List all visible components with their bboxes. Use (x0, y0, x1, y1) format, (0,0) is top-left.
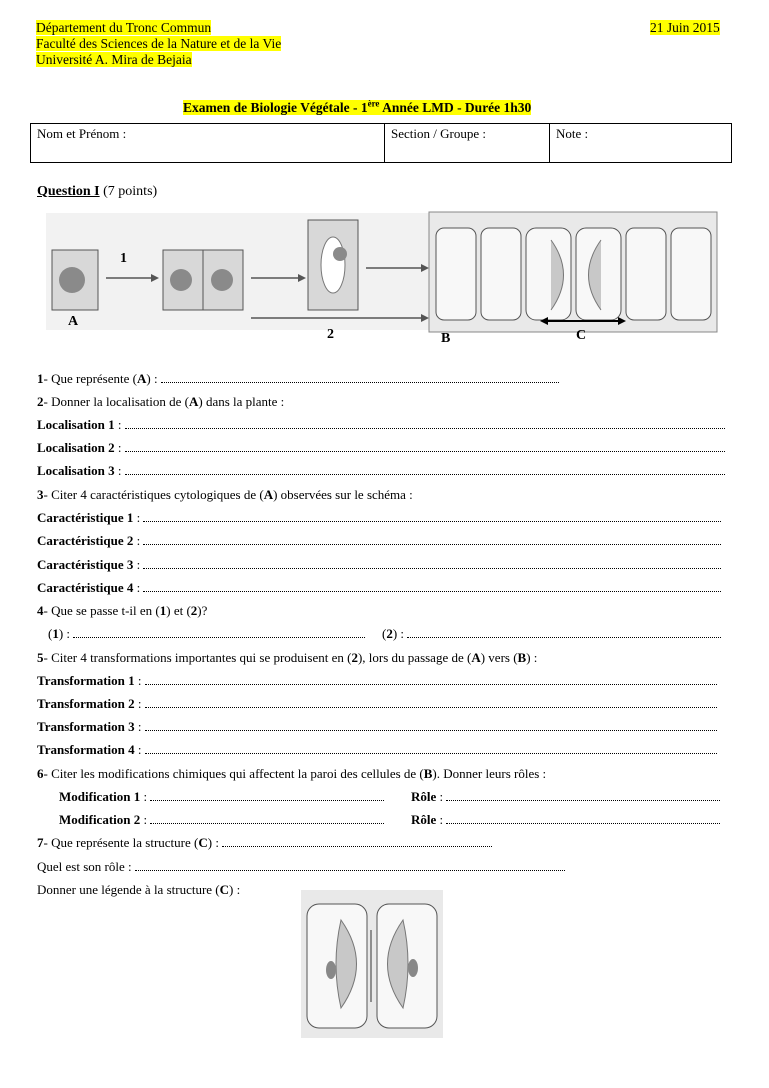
q1: 1 - Que représente ( A ) : (37, 371, 559, 387)
cell-figure (36, 210, 726, 350)
caracteristique-4[interactable]: Caractéristique 4 : (37, 580, 721, 596)
student-info-box (30, 123, 732, 163)
modification-1[interactable]: Modification 1 : (59, 789, 384, 805)
name-field[interactable]: Nom et Prénom : (31, 124, 385, 162)
note-field[interactable]: Note : (556, 126, 589, 141)
structure-c-figure (301, 890, 443, 1038)
caracteristique-1[interactable]: Caractéristique 1 : (37, 510, 721, 526)
localisation-1[interactable]: Localisation 1 : (37, 417, 725, 433)
q4-answer-2[interactable]: ( 2 ) : (382, 626, 721, 642)
q7: 7 - Que représente la structure ( C ) : (37, 835, 492, 851)
figure-left-bg (46, 213, 446, 330)
caracteristique-2[interactable]: Caractéristique 2 : (37, 533, 721, 549)
header-institution (36, 20, 281, 68)
transformation-4[interactable]: Transformation 4 : (37, 742, 717, 758)
q3: 3 - Citer 4 caractéristiques cytologiques de ( A ) observées sur le schéma : (37, 487, 413, 502)
q7-legend: Donner une légende à la structure ( C ) : (37, 882, 241, 897)
header-date: 21 Juin 2015 (650, 20, 720, 35)
transformation-2[interactable]: Transformation 2 : (37, 696, 717, 712)
q2: 2 - Donner la localisation de ( A ) dans la plante : (37, 394, 285, 409)
q4-answer-1[interactable]: ( 1 ) : (48, 626, 365, 642)
localisation-2[interactable]: Localisation 2 : (37, 440, 725, 456)
cell-a-nucleus (59, 267, 85, 293)
header-line-1: Département du Tronc Commun (36, 20, 212, 35)
role-2[interactable]: Rôle : (411, 812, 720, 828)
exam-title: Examen de Biologie Végétale - 1ère Année LMD - Durée 1h30 (183, 98, 532, 115)
arrow-1-label: 1 (120, 251, 127, 266)
question-heading: Question I (7 points) (37, 184, 158, 199)
section-field[interactable]: Section / Groupe : (385, 124, 550, 162)
header-line-3: Université A. Mira de Bejaia (36, 52, 192, 67)
role-1[interactable]: Rôle : (411, 789, 720, 805)
q5: 5 - Citer 4 transformations importantes qui se produisent en ( 2 ), lors du passage de ( A ) vers ( B ) : (37, 650, 538, 665)
label-b: B (441, 331, 451, 346)
label-c: C (576, 328, 587, 343)
q7-role[interactable]: Quel est son rôle : (37, 859, 565, 875)
label-2: 2 (327, 327, 334, 342)
modification-2[interactable]: Modification 2 : (59, 812, 384, 828)
transformation-1[interactable]: Transformation 1 : (37, 673, 717, 689)
q4: 4 - Que se passe t-il en ( 1 ) et ( 2 )? (37, 603, 208, 618)
caracteristique-3[interactable]: Caractéristique 3 : (37, 557, 721, 573)
header-line-2: Faculté des Sciences de la Nature et de la Vie (36, 36, 282, 51)
q6: 6 - Citer les modifications chimiques qui affectent la paroi des cellules de ( B ). Donner leurs rôles : (37, 766, 547, 781)
transformation-3[interactable]: Transformation 3 : (37, 719, 717, 735)
label-a: A (68, 314, 79, 329)
localisation-3[interactable]: Localisation 3 : (37, 463, 725, 479)
